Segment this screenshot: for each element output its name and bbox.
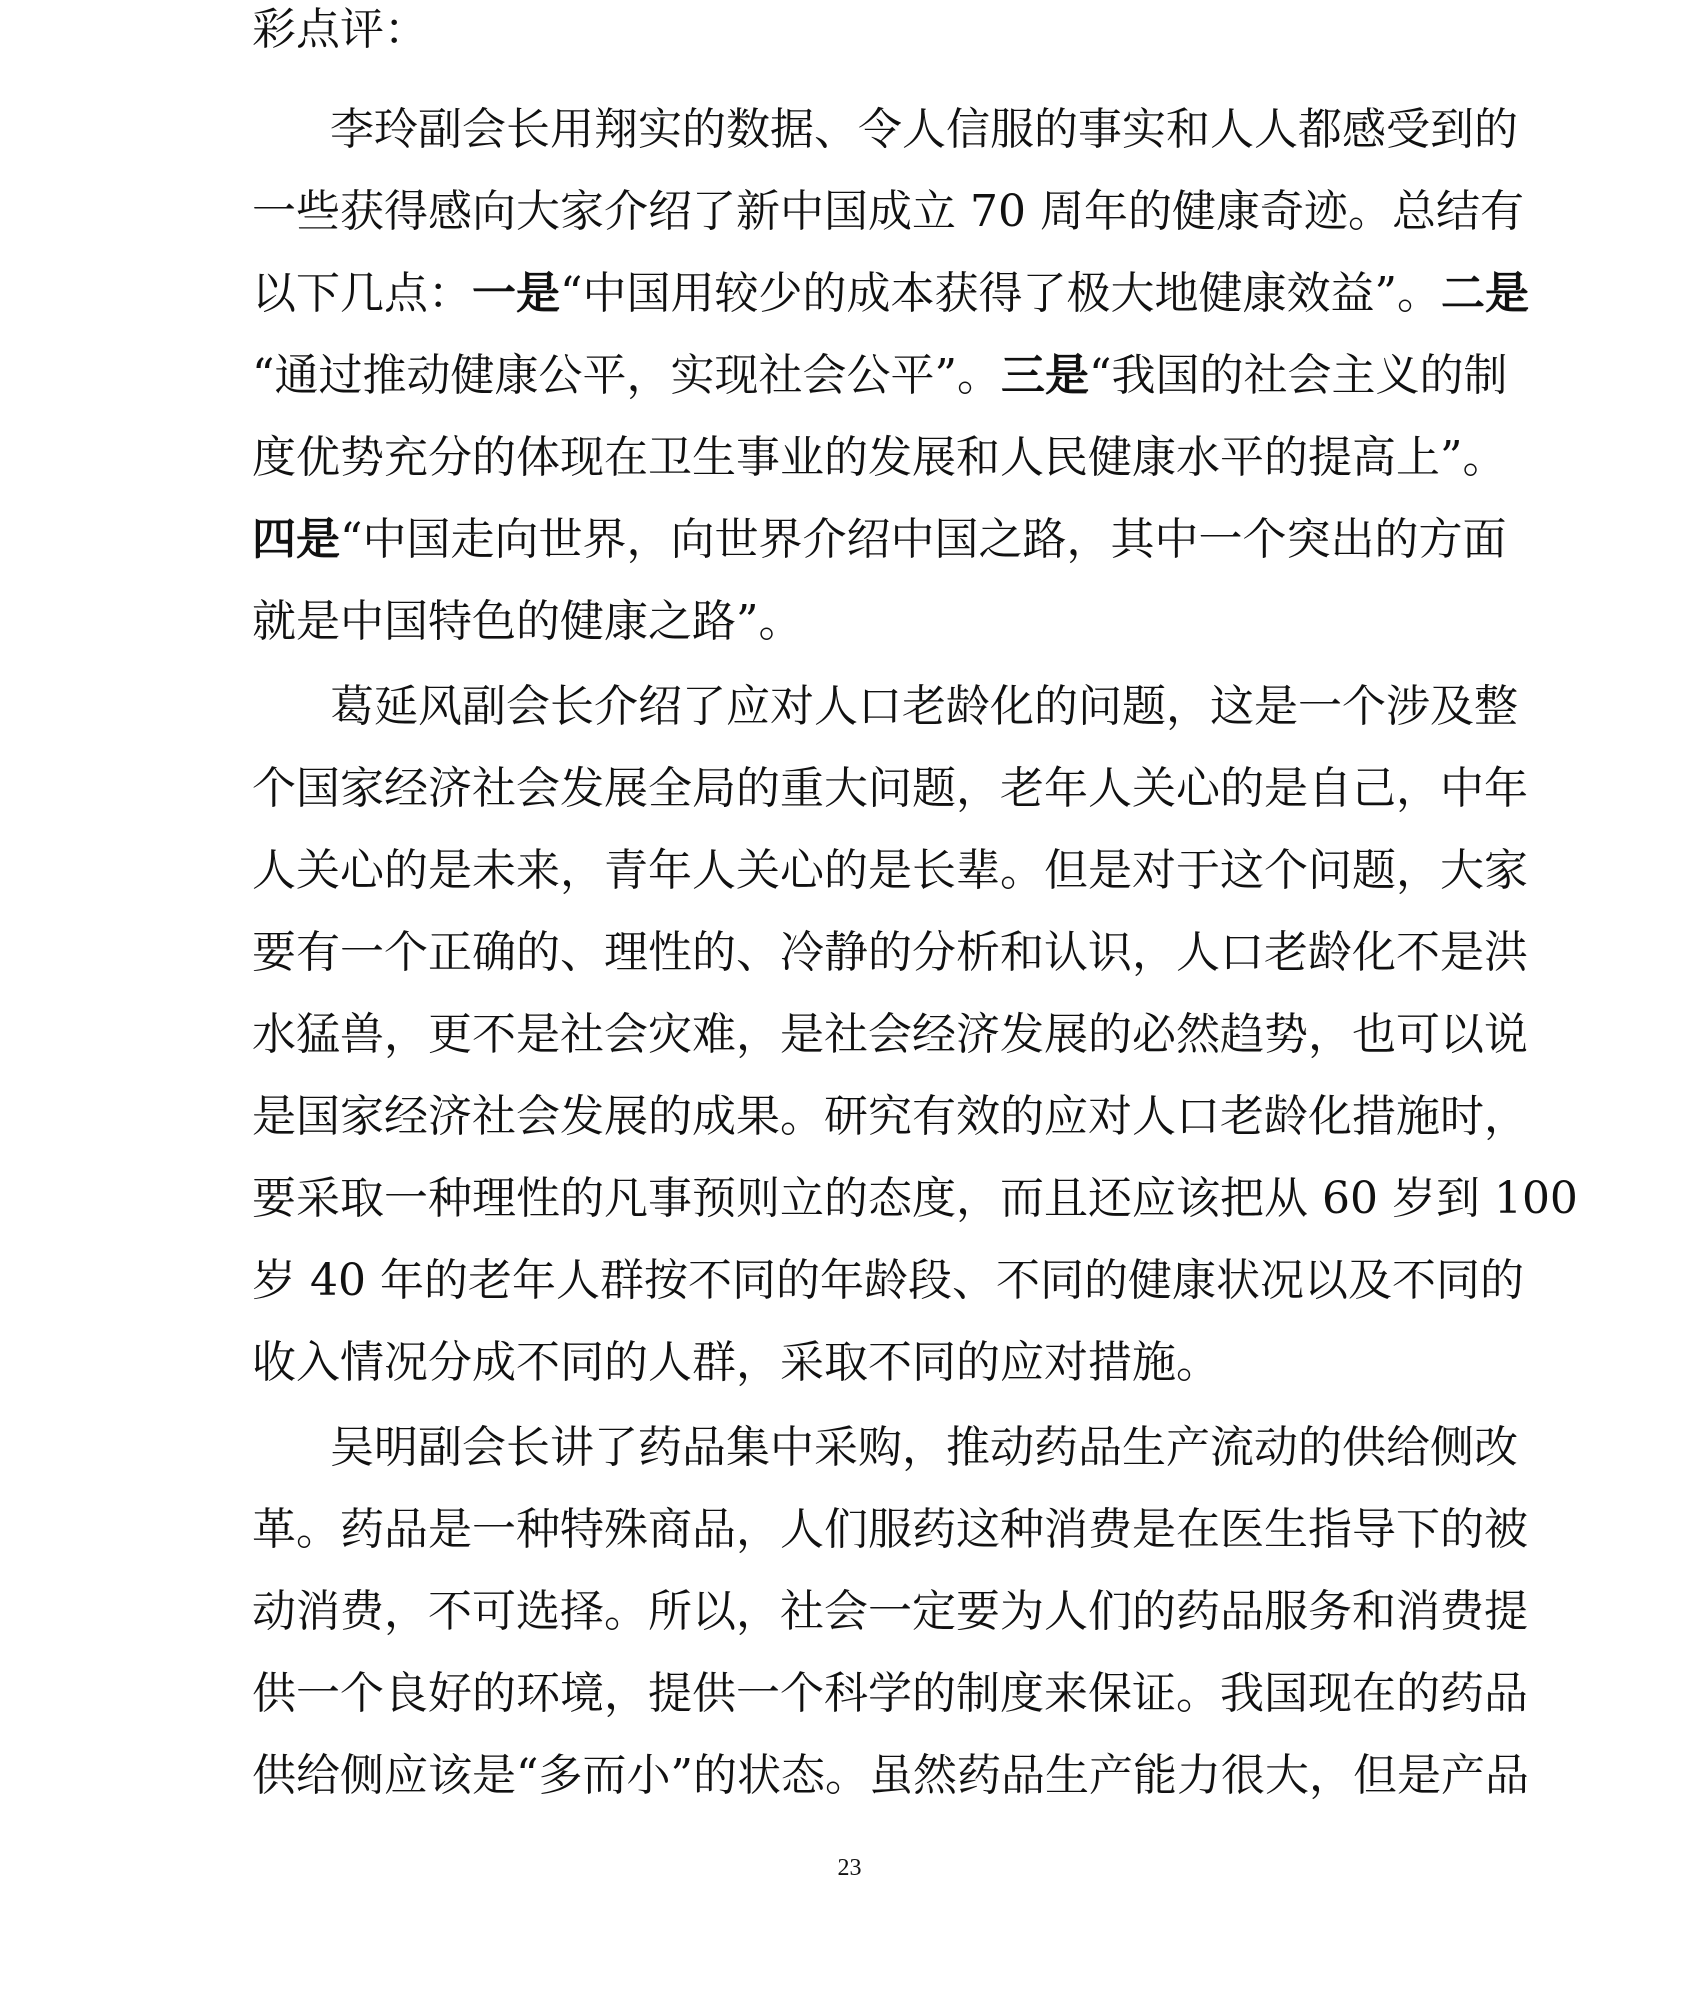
text-segment: 岁 40 年的老年人群按不同的年龄段、不同的健康状况以及不同的 bbox=[252, 1255, 1524, 1306]
text-line bbox=[252, 1169, 1578, 1229]
text-line bbox=[252, 1500, 1528, 1560]
text-line bbox=[252, 346, 1508, 406]
text-segment: 葛延风副会长介绍了应对人口老龄化的问题，这是一个涉及整 bbox=[330, 681, 1518, 732]
text-line bbox=[252, 264, 1529, 324]
text-segment: “中国用较少的成本获得了极大地健康效益”。 bbox=[560, 268, 1441, 319]
text-line bbox=[330, 100, 1518, 160]
text-segment: 收入情况分成不同的人群，采取不同的应对措施。 bbox=[252, 1337, 1220, 1388]
text-segment: “我国的社会主义的制 bbox=[1089, 350, 1508, 401]
bold-text: 二是 bbox=[1441, 268, 1529, 319]
page-number: 23 bbox=[837, 1855, 862, 1881]
bold-text: 四是 bbox=[252, 514, 340, 565]
text-line bbox=[252, 1251, 1524, 1311]
text-segment: 以下几点： bbox=[252, 268, 472, 319]
text-segment: 度优势充分的体现在卫生事业的发展和人民健康水平的提高上”。 bbox=[252, 432, 1507, 483]
text-segment: 就是中国特色的健康之路”。 bbox=[252, 596, 803, 647]
text-line bbox=[330, 1418, 1518, 1478]
text-line bbox=[252, 0, 1452, 60]
text-segment: 水猛兽，更不是社会灾难，是社会经济发展的必然趋势，也可以说 bbox=[252, 1009, 1528, 1060]
text-segment: 李玲副会长用翔实的数据、令人信服的事实和人人都感受到的 bbox=[330, 104, 1518, 155]
text-segment: 革。药品是一种特殊商品，人们服药这种消费是在医生指导下的被 bbox=[252, 1504, 1528, 1555]
text-segment: “通过推动健康公平，实现社会公平”。 bbox=[252, 350, 1001, 401]
text-line bbox=[252, 428, 1507, 488]
text-segment: 人关心的是未来，青年人关心的是长辈。但是对于这个问题，大家 bbox=[252, 845, 1528, 896]
text-segment: 要有一个正确的、理性的、冷静的分析和认识，人口老龄化不是洪 bbox=[252, 927, 1528, 978]
text-line bbox=[252, 1582, 1528, 1642]
text-segment: 供给侧应该是“多而小”的状态。虽然药品生产能力很大，但是产品 bbox=[252, 1750, 1529, 1801]
text-segment: 彩点评： bbox=[252, 4, 428, 55]
bold-text: 三是 bbox=[1001, 350, 1089, 401]
text-segment: 动消费，不可选择。所以，社会一定要为人们的药品服务和消费提 bbox=[252, 1586, 1528, 1637]
text-segment: 是国家经济社会发展的成果。研究有效的应对人口老龄化措施时， bbox=[252, 1091, 1528, 1142]
text-segment: 供一个良好的环境，提供一个科学的制度来保证。我国现在的药品 bbox=[252, 1668, 1528, 1719]
text-line bbox=[252, 1005, 1528, 1065]
text-segment: “中国走向世界，向世界介绍中国之路，其中一个突出的方面 bbox=[340, 514, 1507, 565]
text-segment: 个国家经济社会发展全局的重大问题，老年人关心的是自己，中年 bbox=[252, 763, 1528, 814]
text-line bbox=[252, 1664, 1528, 1724]
text-segment: 一些获得感向大家介绍了新中国成立 70 周年的健康奇迹。总结有 bbox=[252, 186, 1524, 237]
text-line bbox=[252, 923, 1528, 983]
text-line bbox=[252, 592, 1452, 652]
text-line bbox=[252, 1333, 1452, 1393]
text-line bbox=[252, 182, 1524, 242]
text-line bbox=[252, 1087, 1528, 1147]
text-line bbox=[330, 677, 1518, 737]
text-line bbox=[252, 841, 1528, 901]
bold-text: 一是 bbox=[472, 268, 560, 319]
text-line bbox=[252, 1746, 1529, 1806]
text-segment: 要采取一种理性的凡事预则立的态度，而且还应该把从 60 岁到 100 bbox=[252, 1173, 1578, 1224]
text-line bbox=[252, 759, 1528, 819]
text-line bbox=[252, 510, 1507, 570]
text-segment: 吴明副会长讲了药品集中采购，推动药品生产流动的供给侧改 bbox=[330, 1422, 1518, 1473]
